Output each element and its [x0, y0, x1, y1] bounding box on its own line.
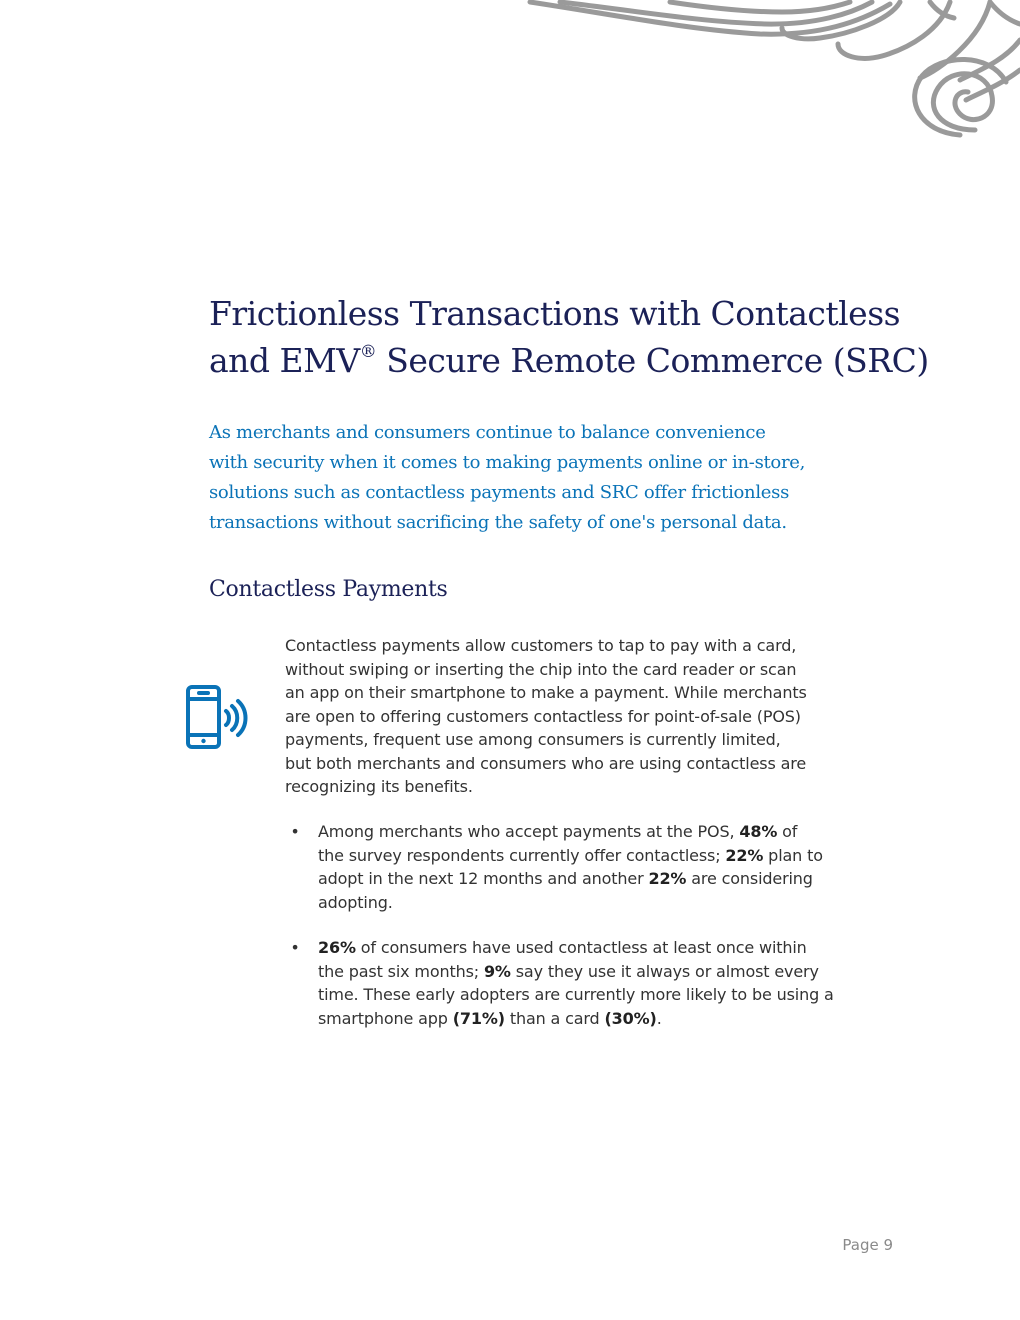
page-title — [209, 290, 929, 384]
intro-line: transactions without sacrificing the safety of one's personal data. — [209, 512, 787, 533]
body-line: but both merchants and consumers who are using contactless are — [285, 753, 807, 773]
intro-paragraph — [209, 418, 849, 538]
bullet-line — [318, 1007, 878, 1031]
bullet-text-span: the past six months; — [318, 961, 484, 981]
section-heading: Contactless Payments — [209, 577, 448, 602]
intro-line: with security when it comes to making payments online or in-store, — [209, 452, 806, 473]
title-line-2 — [209, 337, 929, 384]
stat-highlight: (30%) — [604, 1008, 657, 1028]
bullet-text-span: adopt in the next 12 months and another — [318, 869, 649, 888]
bullet-text-span: plan to — [763, 845, 823, 865]
bullet-line — [318, 960, 878, 984]
bullet-marker: • — [290, 938, 300, 957]
body-line: Contactless payments allow customers to tap to pay with a card, — [285, 636, 797, 655]
bullet-text — [318, 820, 878, 914]
bullet-text — [318, 936, 878, 1030]
title-src-text: Secure Remote Commerce (SRC) — [376, 341, 929, 380]
decorative-swirl-ornament — [520, 0, 1020, 145]
stat-highlight: 26% — [318, 938, 356, 957]
bullet-text-span: say they use it always or almost every — [510, 961, 819, 981]
bullet-line — [318, 867, 878, 891]
stat-highlight: 22% — [725, 845, 764, 865]
body-line: recognizing its benefits. — [285, 777, 473, 796]
bullet-text-span: of — [777, 822, 798, 841]
bullet-text-span: the survey respondents currently offer contactless; — [318, 845, 726, 865]
stat-highlight: 22% — [648, 869, 687, 888]
body-paragraph — [285, 634, 865, 799]
bullet-line — [318, 844, 878, 868]
intro-line: As merchants and consumers continue to balance convenience — [209, 422, 766, 443]
body-line: payments, frequent use among consumers is currently limited, — [285, 730, 781, 749]
bullet-text-span: are considering — [686, 869, 813, 888]
body-line: are open to offering customers contactless for point-of-sale (POS) — [285, 706, 801, 726]
page-number: Page 9 — [842, 1236, 893, 1254]
bullet-text-span: of consumers have used contactless at least once within — [355, 938, 807, 957]
body-line: without swiping or inserting the chip into the card reader or scan — [285, 659, 797, 679]
bullet-text-span: Among merchants who accept payments at the POS, — [318, 822, 740, 841]
bullet-text-span: smartphone app — [318, 1008, 453, 1028]
title-line-1: Frictionless Transactions with Contactless — [209, 294, 901, 333]
title-emv-text: and EMV — [209, 341, 360, 380]
bullet-line — [318, 820, 878, 844]
bullet-line: time. These early adopters are currently more likely to be using a — [318, 985, 834, 1004]
body-line: an app on their smartphone to make a payment. While merchants — [285, 683, 807, 702]
bullet-marker: • — [290, 822, 300, 841]
bullet-text-span: . — [656, 1008, 662, 1028]
stat-highlight: 9% — [483, 961, 511, 981]
bullet-text-span: than a card — [504, 1008, 605, 1028]
stat-highlight: (71%) — [452, 1008, 505, 1028]
registered-mark: ® — [359, 342, 377, 362]
intro-line: solutions such as contactless payments and SRC offer frictionless — [209, 482, 790, 503]
contactless-phone-icon — [184, 684, 248, 752]
stat-highlight: 48% — [739, 822, 778, 841]
bullet-line — [318, 936, 878, 960]
bullet-line: adopting. — [318, 892, 393, 912]
